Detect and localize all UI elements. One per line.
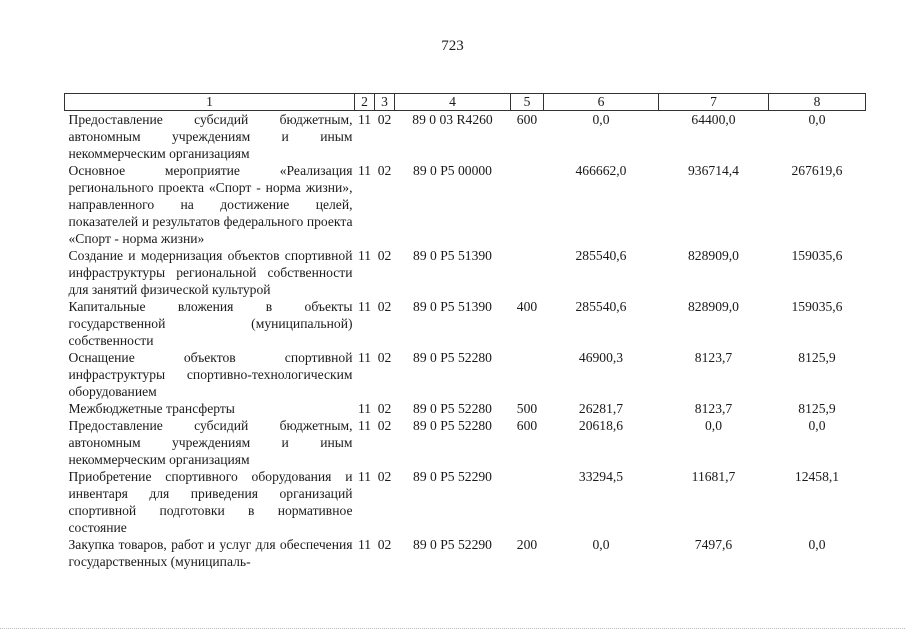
cell-section: 11 xyxy=(357,350,372,365)
cell-subsection: 02 xyxy=(377,163,392,178)
cell-name: Основное мероприятие «Реализация регионального проекта «Спорт - норма жизни», направленного на достижение целей, показателей и результатов федерального проекта «Спорт - норма жизни» xyxy=(68,163,353,246)
cell-name: Приобретение спортивного оборудования и инвентаря для приведения организаций спортивной подготовки в нормативное состояние xyxy=(68,469,353,535)
cell-target-article: 89 0 P5 52290 xyxy=(413,469,492,484)
cell-section: 11 xyxy=(357,299,372,314)
cell-amount-col6: 285540,6 xyxy=(575,299,627,314)
cell-section: 11 xyxy=(357,248,372,263)
cell-expense-type xyxy=(511,162,544,247)
cell-section: 11 xyxy=(357,112,372,127)
cell-expense-type: 600 xyxy=(516,418,538,433)
header-col-8: 8 xyxy=(769,94,866,111)
cell-name: Оснащение объектов спортивной инфраструктуры спортивно-технологическим оборудованием xyxy=(68,350,353,399)
cell-amount-col8: 159035,6 xyxy=(791,248,843,263)
cell-amount-col8: 8125,9 xyxy=(798,350,836,365)
header-col-7: 7 xyxy=(659,94,769,111)
cell-amount-col8: 8125,9 xyxy=(798,401,836,416)
table-row xyxy=(65,349,866,400)
cell-amount-col6: 0,0 xyxy=(592,537,610,552)
table-row xyxy=(65,417,866,468)
cell-name: Закупка товаров, работ и услуг для обеспечения государственных (муниципаль- xyxy=(68,537,353,569)
cell-amount-col6: 0,0 xyxy=(592,112,610,127)
table-row xyxy=(65,111,866,163)
cell-name: Капитальные вложения в объекты государственной (муниципальной) собственности xyxy=(68,299,353,348)
cell-target-article: 89 0 P5 52280 xyxy=(413,401,492,416)
cell-amount-col8: 12458,1 xyxy=(794,469,840,484)
cell-amount-col7: 936714,4 xyxy=(688,163,739,178)
cell-name: Предоставление субсидий бюджетным, автономным учреждениям и иным некоммерческим организациям xyxy=(68,112,353,161)
cell-amount-col6: 46900,3 xyxy=(578,350,624,365)
cell-target-article: 89 0 P5 52290 xyxy=(413,537,492,552)
cell-expense-type: 500 xyxy=(516,401,538,416)
cell-expense-type xyxy=(511,247,544,298)
header-col-4: 4 xyxy=(395,94,511,111)
cell-amount-col6: 33294,5 xyxy=(578,469,624,484)
cell-expense-type xyxy=(511,468,544,536)
cell-amount-col8: 267619,6 xyxy=(791,163,843,178)
header-col-3: 3 xyxy=(375,94,395,111)
cell-amount-col7: 8123,7 xyxy=(694,401,733,416)
cell-amount-col7: 64400,0 xyxy=(691,112,736,127)
cell-subsection: 02 xyxy=(377,350,392,365)
cell-amount-col6: 466662,0 xyxy=(575,163,627,178)
cell-subsection: 02 xyxy=(377,112,392,127)
cell-subsection: 02 xyxy=(377,401,392,416)
page-number: 723 xyxy=(441,38,464,54)
cell-expense-type: 200 xyxy=(516,537,538,552)
cell-subsection: 02 xyxy=(377,299,392,314)
budget-table xyxy=(64,93,866,570)
table-row xyxy=(65,162,866,247)
cell-target-article: 89 0 P5 00000 xyxy=(413,163,492,178)
cell-expense-type: 600 xyxy=(516,112,538,127)
header-row xyxy=(65,94,866,111)
header-col-2: 2 xyxy=(355,94,375,111)
cell-name: Создание и модернизация объектов спортивной инфраструктуры региональной собственности для занятий физической культурой xyxy=(68,248,353,297)
cell-section: 11 xyxy=(357,537,372,552)
cell-amount-col8: 159035,6 xyxy=(791,299,843,314)
table-row xyxy=(65,536,866,570)
cell-section: 11 xyxy=(357,401,372,416)
cell-target-article: 89 0 P5 51390 xyxy=(413,299,492,314)
cell-amount-col7: 7497,6 xyxy=(694,537,733,552)
table-row xyxy=(65,400,866,417)
cell-target-article: 89 0 03 R4260 xyxy=(412,112,493,127)
cell-amount-col8: 0,0 xyxy=(808,112,826,127)
cell-section: 11 xyxy=(357,418,372,433)
scan-edge xyxy=(0,628,905,630)
cell-amount-col7: 828909,0 xyxy=(688,299,739,314)
header-col-1: 1 xyxy=(65,94,355,111)
cell-target-article: 89 0 P5 52280 xyxy=(413,350,492,365)
table-row xyxy=(65,247,866,298)
table-row xyxy=(65,298,866,349)
cell-amount-col6: 285540,6 xyxy=(575,248,627,263)
cell-amount-col7: 8123,7 xyxy=(694,350,733,365)
cell-amount-col7: 828909,0 xyxy=(688,248,739,263)
cell-amount-col7: 11681,7 xyxy=(691,469,736,484)
header-col-6: 6 xyxy=(544,94,659,111)
cell-amount-col8: 0,0 xyxy=(808,537,826,552)
cell-expense-type: 400 xyxy=(516,299,538,314)
cell-amount-col8: 0,0 xyxy=(808,418,826,433)
cell-name: Предоставление субсидий бюджетным, автономным учреждениям и иным некоммерческим организациям xyxy=(68,418,353,467)
table-row xyxy=(65,468,866,536)
cell-section: 11 xyxy=(357,469,372,484)
cell-subsection: 02 xyxy=(377,418,392,433)
cell-target-article: 89 0 P5 52280 xyxy=(413,418,492,433)
cell-name: Межбюджетные трансферты xyxy=(68,401,235,416)
cell-target-article: 89 0 P5 51390 xyxy=(413,248,492,263)
cell-subsection: 02 xyxy=(377,537,392,552)
cell-subsection: 02 xyxy=(377,469,392,484)
cell-amount-col6: 26281,7 xyxy=(578,401,624,416)
cell-amount-col6: 20618,6 xyxy=(578,418,624,433)
cell-subsection: 02 xyxy=(377,248,392,263)
cell-section: 11 xyxy=(357,163,372,178)
cell-amount-col7: 0,0 xyxy=(705,418,722,433)
header-col-5: 5 xyxy=(511,94,544,111)
cell-expense-type xyxy=(511,349,544,400)
